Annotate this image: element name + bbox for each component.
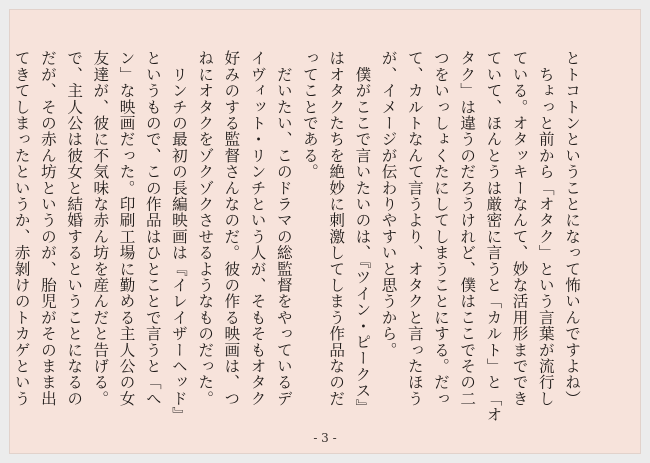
text-line: てきてしまったというか、赤剝けのトカゲという: [12, 50, 31, 407]
text-line: リンチの最初の長編映画は『イレイザーヘッド』: [169, 50, 188, 423]
text-line: だいたい、このドラマの総監督をやっているデ: [274, 50, 293, 407]
text-line: 友達が、彼に不気味な赤ん坊を産んだと告げる。: [91, 50, 110, 407]
text-line: て、カルトなんて言うより、オタクと言ったほう: [405, 50, 424, 407]
text-line: タク」は違うのだろうけれど、僕はここでその二: [458, 50, 477, 407]
text-line: ン」な映画だった。印刷工場に勤める主人公の女: [117, 50, 136, 407]
text-line: ちょっと前から「オタク」という言葉が流行し: [536, 50, 555, 407]
page-number: - 3 -: [313, 431, 337, 445]
text-line: で、主人公は彼女と結婚するということになるの: [65, 50, 84, 407]
text-line: ている。オタッキーなんて、妙な活用形まででき: [510, 50, 529, 407]
text-line: というもので、この作品はひとことで言うと「へ: [143, 50, 162, 407]
text-line: 好みのする監督さんなのだ。彼の作る映画は、つ: [222, 50, 241, 407]
text-line: 僕がここで言いたいのは、『ツイン・ピークス』: [353, 50, 372, 415]
text-line: イヴィット・リンチという人が、そもそもオタク: [248, 50, 267, 407]
text-line: つをいっしょくたにしてしまうことにする。だっ: [431, 50, 450, 407]
text-line: とトコトンということになって怖いんですよね）: [563, 50, 581, 407]
body-text: [12, 50, 585, 423]
text-line: はオタクたちを絶妙に刺激してしまう作品なのだ: [327, 50, 346, 407]
text-line: ねにオタクをゾクゾクさせるようなものだった。: [196, 50, 215, 407]
text-line: ていて、ほんとうは厳密に言うと「カルト」と「オ: [484, 50, 503, 423]
text-line: だが、その赤ん坊というのが、胎児がそのまま出: [38, 50, 57, 407]
text-line: が、イメージが伝わりやすいと思うから。: [379, 50, 398, 358]
page: [10, 10, 640, 453]
text-line: ってことである。: [300, 50, 319, 180]
